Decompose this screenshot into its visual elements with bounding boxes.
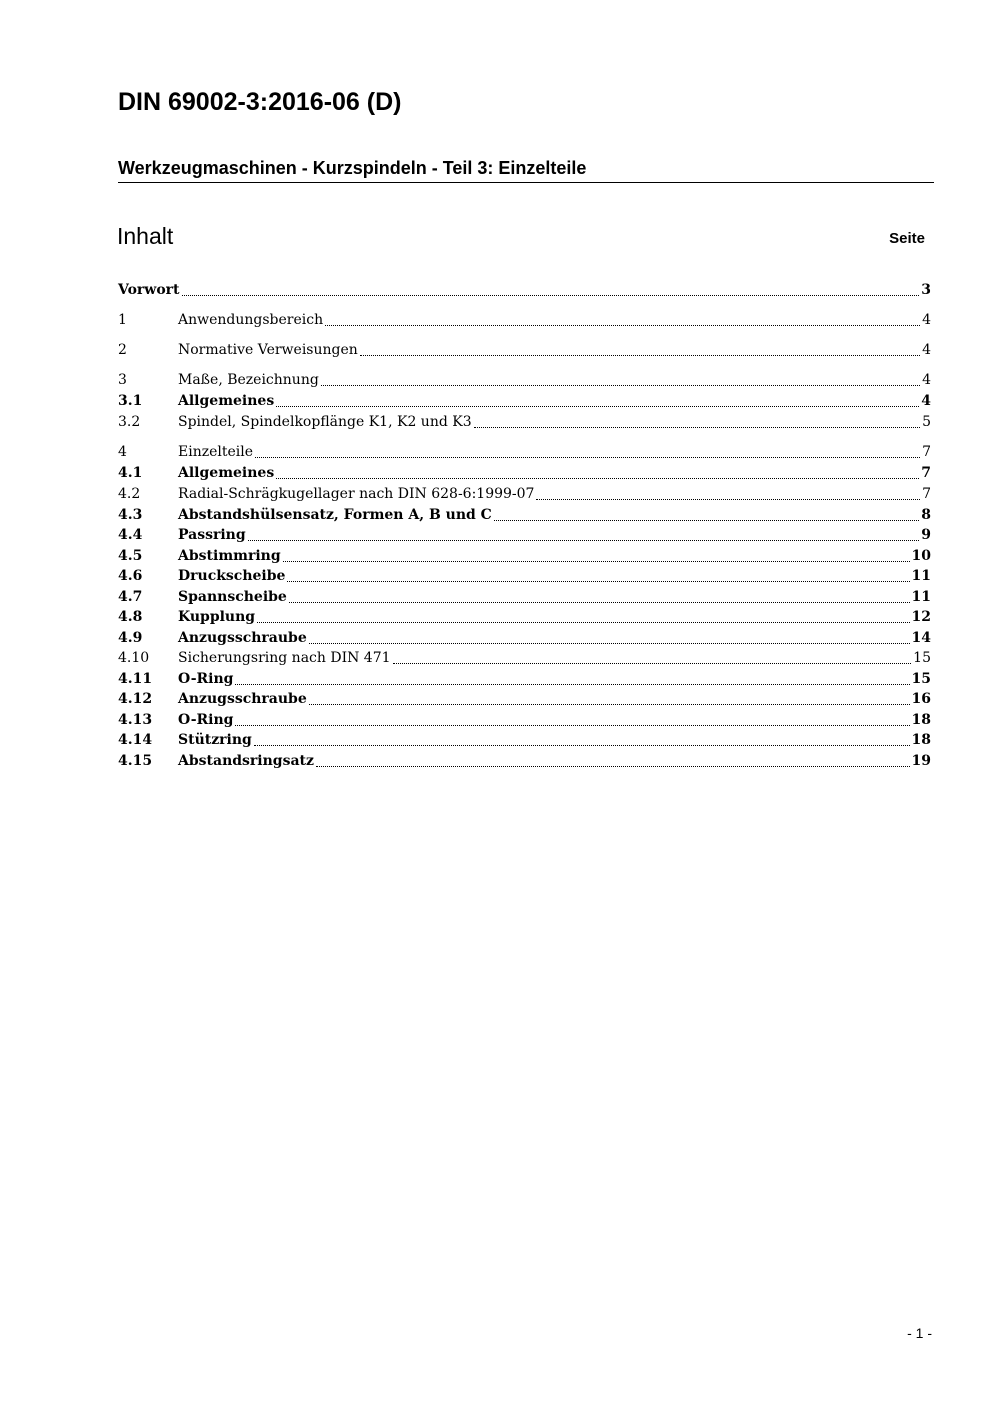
page-number: - 1 - <box>907 1325 932 1341</box>
toc-entry-number: 4.8 <box>118 609 143 625</box>
toc-dot-leader <box>254 744 910 746</box>
toc-entry-label: Anwendungsbereich <box>178 312 324 328</box>
toc-entry-page: 4 <box>921 393 931 409</box>
toc-dot-leader <box>309 703 910 705</box>
toc-entry[interactable] <box>118 310 931 330</box>
toc-entry-label: Spannscheibe <box>178 589 287 605</box>
toc-dot-leader <box>182 294 920 296</box>
toc-entry-label: Passring <box>178 527 246 543</box>
toc-entry-page: 9 <box>921 527 931 543</box>
toc-entry-number: 4.6 <box>118 568 143 584</box>
toc-dot-leader <box>494 519 919 521</box>
toc-entry-number: 4.2 <box>118 486 141 502</box>
toc-dot-leader <box>283 560 910 562</box>
toc-dot-leader <box>360 354 920 356</box>
toc-entry-page: 3 <box>921 282 931 298</box>
toc-entry-number: 2 <box>118 342 127 358</box>
toc-entry[interactable] <box>118 628 931 648</box>
toc-entry[interactable] <box>118 412 931 432</box>
toc-dot-leader <box>393 662 912 664</box>
toc-entry-number: 4.1 <box>118 465 143 481</box>
toc-entry[interactable] <box>118 689 931 709</box>
toc-entry-number: 4 <box>118 444 127 460</box>
toc-dot-leader <box>276 405 919 407</box>
toc-entry-label: Abstimmring <box>178 548 281 564</box>
toc-entry-label: Abstandsringsatz <box>178 753 314 769</box>
toc-dot-leader <box>257 621 909 623</box>
toc-entry[interactable] <box>118 391 931 411</box>
toc-entry[interactable] <box>118 484 931 504</box>
toc-dot-leader <box>325 324 920 326</box>
toc-entry-label: Normative Verweisungen <box>178 342 358 358</box>
toc-entry[interactable] <box>118 505 931 525</box>
toc-entry-number: 3.2 <box>118 414 141 430</box>
toc-entry-page: 4 <box>922 342 931 358</box>
toc-entry-page: 14 <box>911 630 931 646</box>
toc-entry-number: 4.13 <box>118 712 153 728</box>
toc-entry-page: 16 <box>911 691 931 707</box>
toc-entry[interactable] <box>118 648 931 668</box>
toc-entry-number: 4.15 <box>118 753 153 769</box>
toc-dot-leader <box>287 580 909 582</box>
toc-entry[interactable] <box>118 463 931 483</box>
toc-entry-number: 4.14 <box>118 732 153 748</box>
toc-entry-label: Allgemeines <box>178 393 275 409</box>
toc-entry-page: 15 <box>913 650 931 666</box>
toc-entry-number: 4.10 <box>118 650 150 666</box>
toc-entry[interactable] <box>118 566 931 586</box>
document-title: Werkzeugmaschinen - Kurzspindeln - Teil 3: Einzelteile <box>118 158 587 178</box>
toc-entry[interactable] <box>118 546 931 566</box>
toc-entry[interactable] <box>118 587 931 607</box>
toc-dot-leader <box>235 724 909 726</box>
toc-dot-leader <box>536 498 920 500</box>
toc-entry-number: 4.7 <box>118 589 143 605</box>
toc-entry-label: Abstandshülsensatz, Formen A, B und C <box>178 507 492 523</box>
toc-entry[interactable] <box>118 340 931 360</box>
toc-entry-page: 18 <box>911 732 931 748</box>
toc-entry-page: 12 <box>911 609 931 625</box>
toc-dot-leader <box>309 642 910 644</box>
toc-entry-label: O-Ring <box>178 671 234 687</box>
toc-entry-label: Anzugsschraube <box>178 691 307 707</box>
toc-entry[interactable] <box>118 751 931 771</box>
toc-entry-number: 4.12 <box>118 691 153 707</box>
toc-entry-label: Maße, Bezeichnung <box>178 372 319 388</box>
toc-entry-label: Sicherungsring nach DIN 471 <box>178 650 391 666</box>
toc-entry-page: 7 <box>921 465 931 481</box>
toc-entry[interactable] <box>118 370 931 390</box>
toc-entry-number: 4.4 <box>118 527 143 543</box>
page-column-label: Seite <box>889 230 925 247</box>
toc-entry-page: 10 <box>911 548 931 564</box>
toc-entry-page: 4 <box>922 312 931 328</box>
toc-entry-page: 18 <box>911 712 931 728</box>
toc-entry-label: Kupplung <box>178 609 256 625</box>
toc-entry[interactable] <box>118 669 931 689</box>
toc-entry-page: 8 <box>921 507 931 523</box>
toc-entry-page: 7 <box>922 486 931 502</box>
toc-dot-leader <box>248 539 920 541</box>
document-code: DIN 69002-3:2016-06 (D) <box>118 88 402 116</box>
toc-entry-label: Einzelteile <box>178 444 254 460</box>
toc-entry-page: 11 <box>911 589 931 605</box>
toc-heading: Inhalt <box>117 223 174 249</box>
toc-entry-label: Stützring <box>178 732 252 748</box>
toc-entry-number: 1 <box>118 312 127 328</box>
toc-entry-page: 4 <box>922 372 931 388</box>
toc-entry[interactable] <box>118 710 931 730</box>
toc-entry-number: 4.9 <box>118 630 143 646</box>
toc-entry-page: 15 <box>911 671 931 687</box>
toc-entry-page: 5 <box>922 414 931 430</box>
toc-entry-number: 3 <box>118 372 127 388</box>
toc-dot-leader <box>316 765 910 767</box>
toc-entry[interactable] <box>118 442 931 462</box>
toc-entry-page: 11 <box>911 568 931 584</box>
title-divider <box>118 182 934 183</box>
toc-entry[interactable] <box>118 730 931 750</box>
toc-entry-number: 3.1 <box>118 393 143 409</box>
toc-entry[interactable] <box>118 280 931 300</box>
toc-entry-page: 19 <box>911 753 931 769</box>
toc-entry[interactable] <box>118 525 931 545</box>
toc-entry-label: O-Ring <box>178 712 234 728</box>
toc-entry-number: 4.11 <box>118 671 153 687</box>
toc-dot-leader <box>321 384 920 386</box>
toc-entry-label: Spindel, Spindelkopflänge K1, K2 und K3 <box>178 414 472 430</box>
toc-dot-leader <box>235 683 909 685</box>
toc-entry-number: 4.3 <box>118 507 143 523</box>
toc-dot-leader <box>276 477 919 479</box>
toc-entry-label: Vorwort <box>118 282 180 298</box>
toc-dot-leader <box>289 601 910 603</box>
toc-entry-label: Anzugsschraube <box>178 630 307 646</box>
toc-dot-leader <box>474 426 920 428</box>
toc-dot-leader <box>255 456 920 458</box>
toc-entry-label: Radial-Schrägkugellager nach DIN 628-6:1999-07 <box>178 486 535 502</box>
toc-entry-number: 4.5 <box>118 548 143 564</box>
toc-entry-label: Allgemeines <box>178 465 275 481</box>
toc-entry-page: 7 <box>922 444 931 460</box>
toc-entry[interactable] <box>118 607 931 627</box>
toc-entry-label: Druckscheibe <box>178 568 286 584</box>
